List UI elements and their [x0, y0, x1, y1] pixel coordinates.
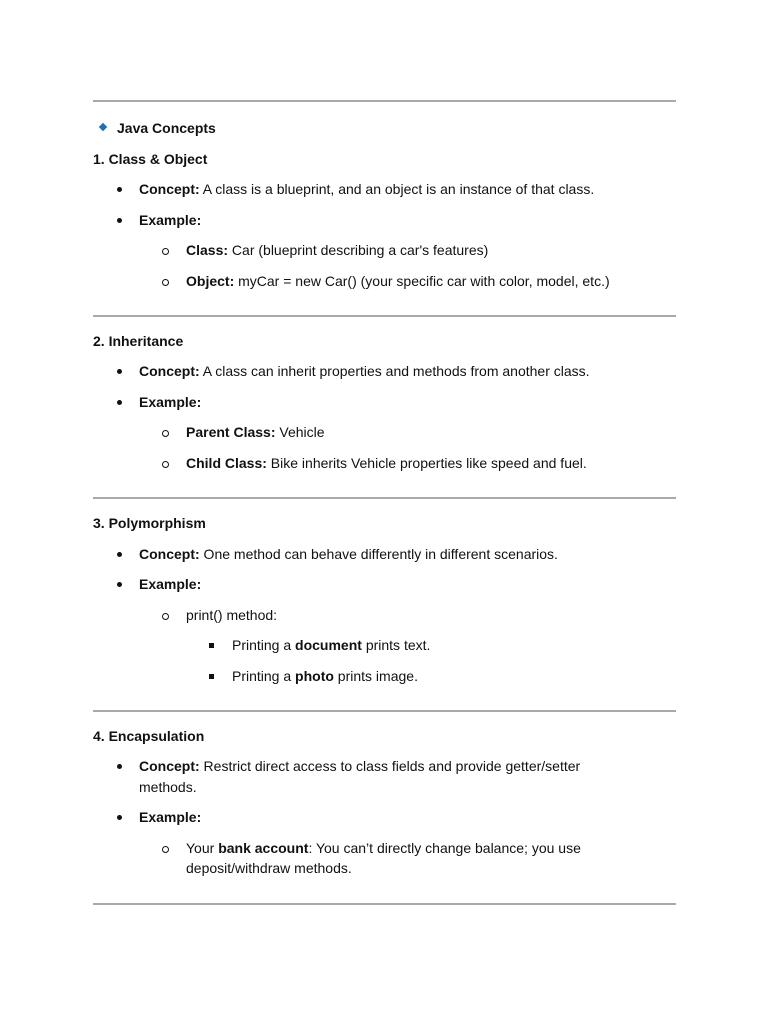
bullet-square-icon — [209, 643, 214, 648]
example-item: Child Class: Bike inherits Vehicle properties like speed and fuel. — [186, 455, 587, 471]
concept-line-continued: methods. — [139, 779, 197, 795]
top-divider — [93, 100, 676, 102]
section-divider — [93, 497, 676, 499]
page-title: Java Concepts — [117, 120, 216, 136]
sub-item: Printing a photo prints image. — [232, 668, 418, 684]
bullet-circle-icon — [162, 279, 169, 286]
bullet-disc-icon — [117, 218, 122, 223]
section-heading-inheritance: 2. Inheritance — [93, 333, 184, 349]
sub-item: Printing a document prints text. — [232, 637, 431, 653]
section-heading-encapsulation: 4. Encapsulation — [93, 728, 205, 744]
bullet-circle-icon — [162, 846, 169, 853]
concept-line: Concept: Restrict direct access to class fields and provide getter/setter — [139, 758, 581, 774]
bullet-disc-icon — [117, 187, 122, 192]
method-item: print() method: — [186, 607, 278, 623]
bullet-disc-icon — [117, 815, 122, 820]
diamond-bullet-icon — [99, 123, 107, 131]
bullet-disc-icon — [117, 582, 122, 587]
bullet-disc-icon — [117, 400, 122, 405]
concept-line: Concept: A class can inherit properties and methods from another class. — [139, 363, 590, 379]
example-item: Your bank account: You can’t directly change balance; you use — [186, 840, 581, 856]
bullet-disc-icon — [117, 764, 122, 769]
section-divider — [93, 315, 676, 317]
bullet-circle-icon — [162, 248, 169, 255]
section-heading-class-object: 1. Class & Object — [93, 151, 208, 167]
example-item: Object: myCar = new Car() (your specific car with color, model, etc.) — [186, 273, 610, 289]
bullet-circle-icon — [162, 613, 169, 620]
example-label: Example: — [139, 809, 202, 825]
example-item: Parent Class: Vehicle — [186, 424, 325, 440]
bullet-circle-icon — [162, 430, 169, 437]
example-label: Example: — [139, 576, 202, 592]
bottom-divider — [93, 903, 676, 905]
concept-line: Concept: One method can behave differently in different scenarios. — [139, 546, 558, 562]
bullet-square-icon — [209, 674, 214, 679]
example-label: Example: — [139, 394, 202, 410]
example-label: Example: — [139, 212, 202, 228]
section-divider — [93, 710, 676, 712]
example-item-continued: deposit/withdraw methods. — [186, 860, 352, 876]
concept-line: Concept: A class is a blueprint, and an object is an instance of that class. — [139, 181, 595, 197]
example-item: Class: Car (blueprint describing a car's features) — [186, 242, 489, 258]
section-heading-polymorphism: 3. Polymorphism — [93, 515, 206, 531]
bullet-disc-icon — [117, 369, 122, 374]
bullet-circle-icon — [162, 461, 169, 468]
bullet-disc-icon — [117, 552, 122, 557]
